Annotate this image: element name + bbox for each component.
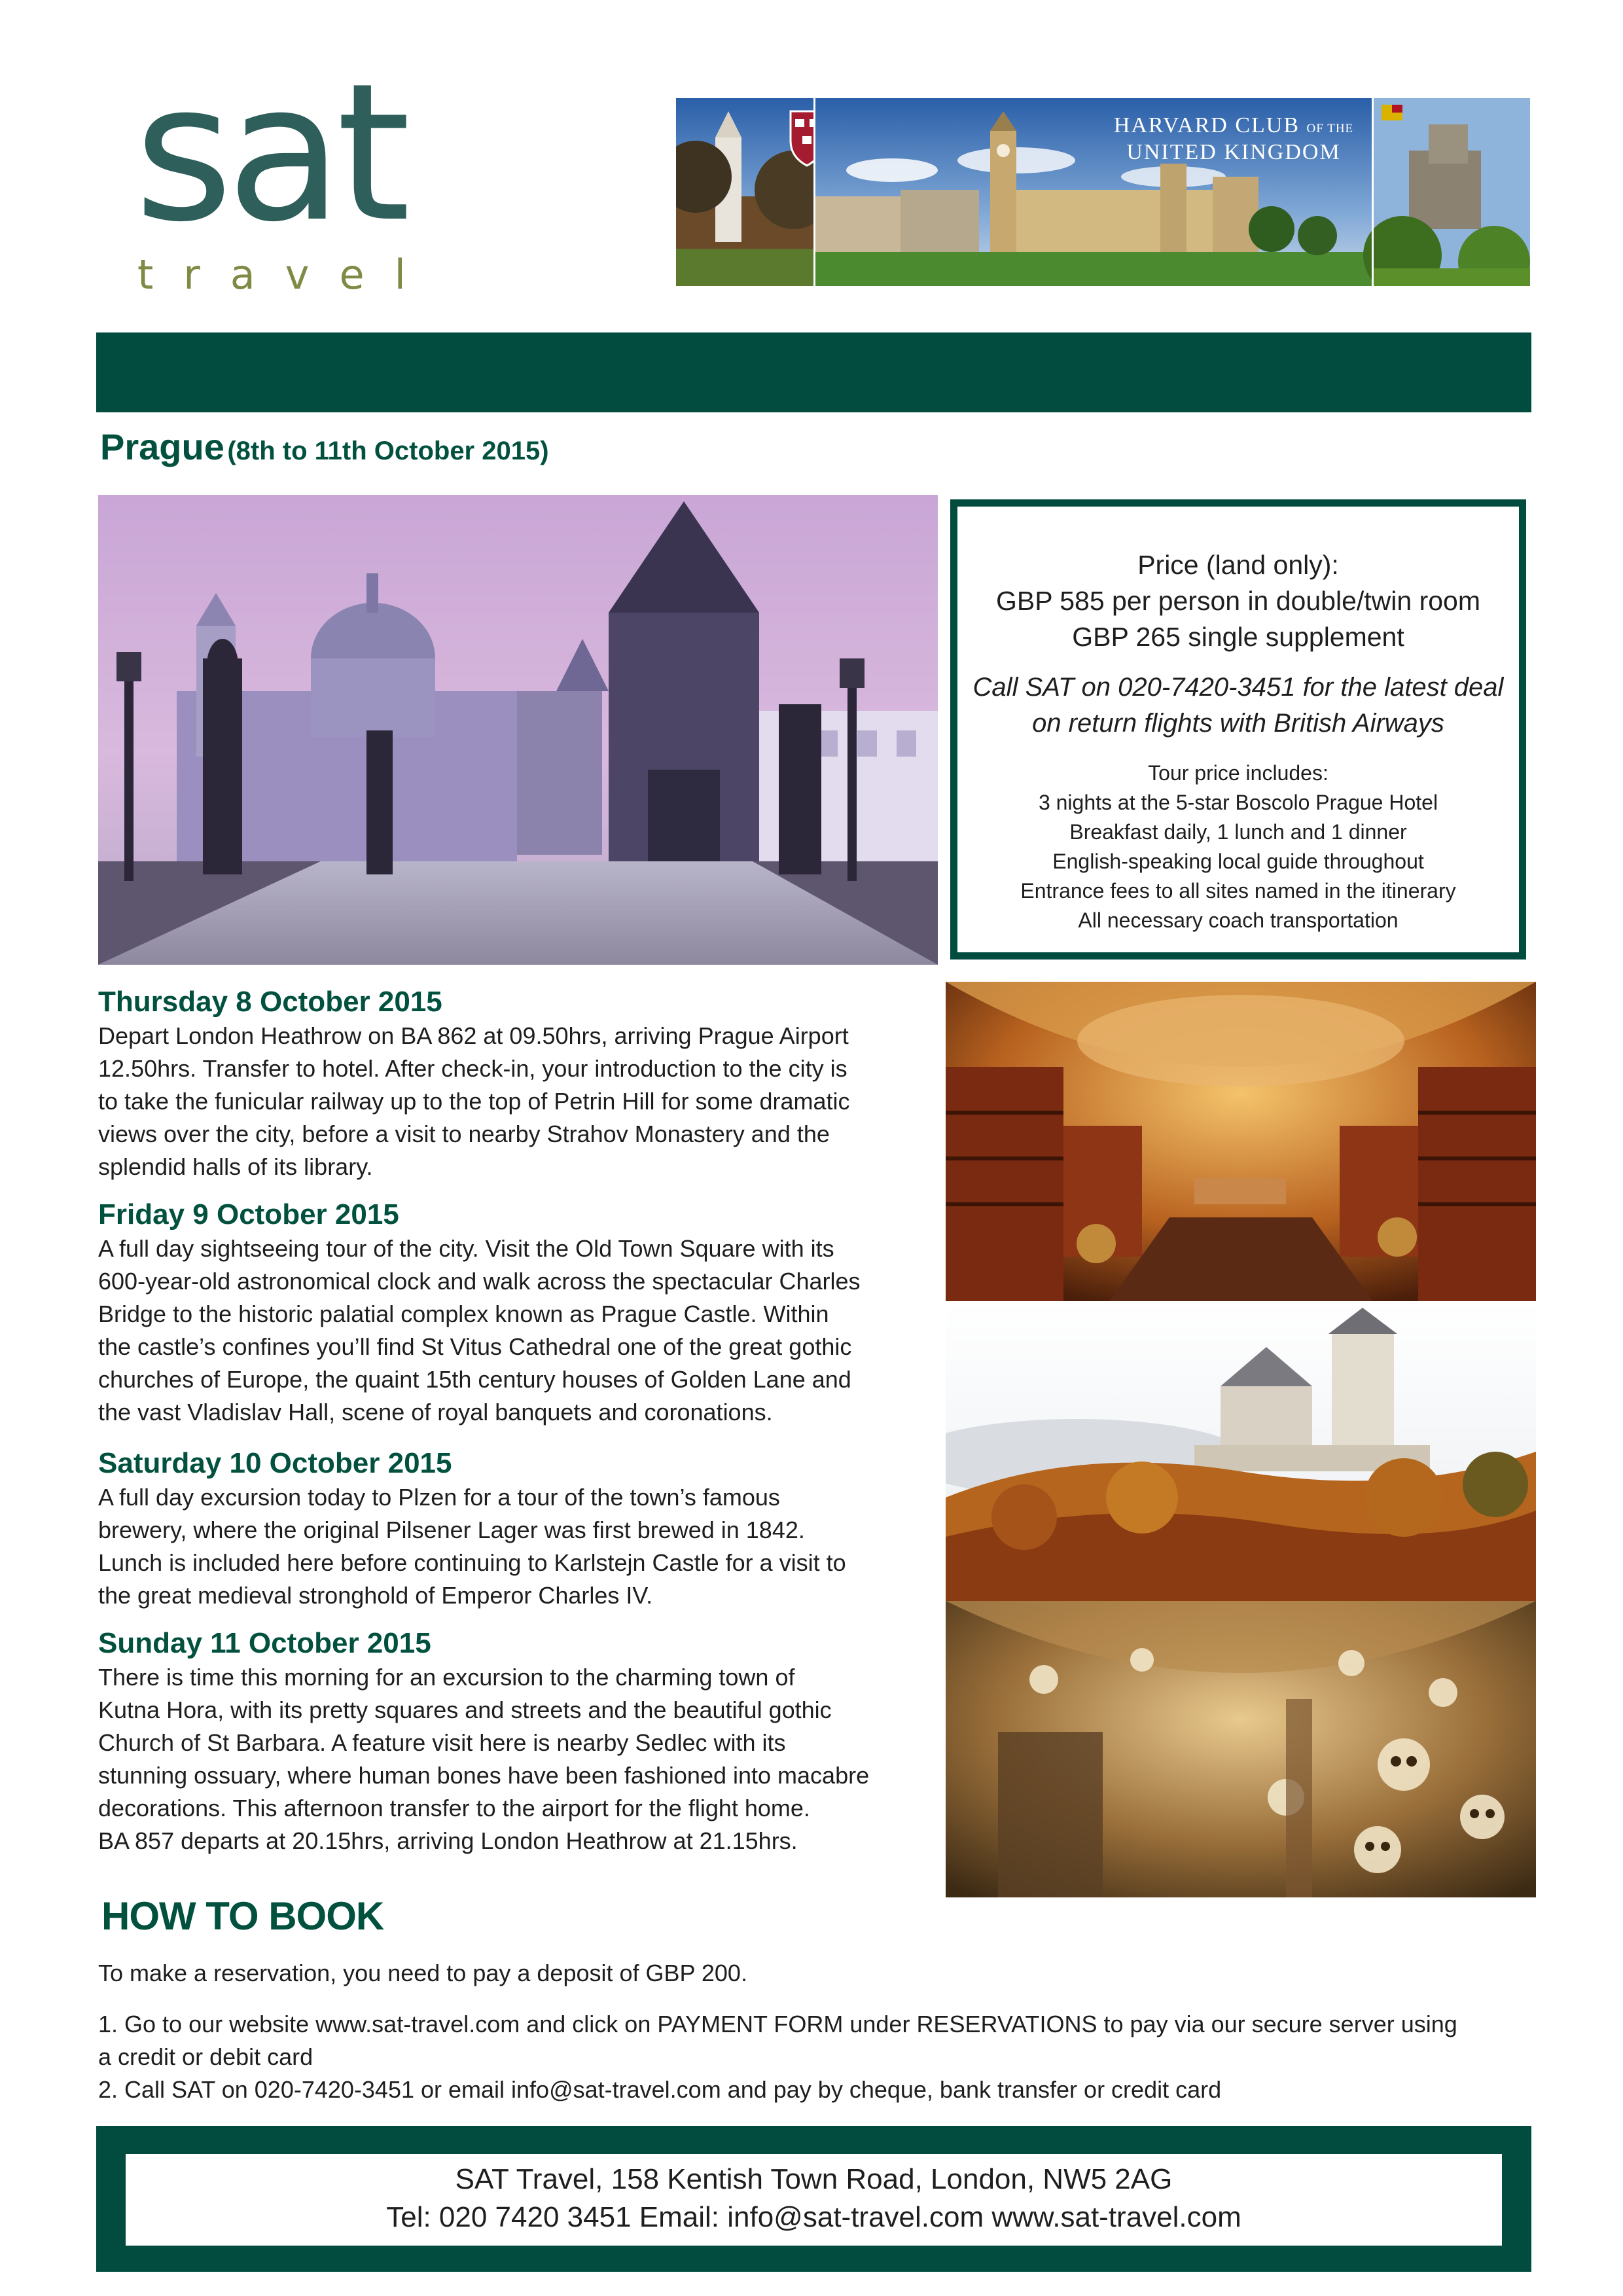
banner-of-the: OF THE (1306, 122, 1354, 135)
itinerary-line: Bridge to the historic palatial complex known as Prague Castle. Within (98, 1300, 829, 1327)
includes-item: All necessary coach transportation (1078, 908, 1399, 932)
itinerary-line: There is time this morning for an excursion to the charming town of (98, 1664, 795, 1691)
price-single: GBP 265 single supplement (1072, 622, 1404, 652)
itinerary-line: Church of St Barbara. A feature visit here is nearby Sedlec with its (98, 1729, 786, 1756)
includes-item: 3 nights at the 5-star Boscolo Prague Hotel (1038, 791, 1438, 814)
itinerary-line: BA 857 departs at 20.15hrs, arriving London Heathrow at 21.15hrs. (98, 1827, 798, 1854)
day-heading-friday: Friday 9 October 2015 (98, 1198, 399, 1230)
itinerary-line: Lunch is included here before continuing to Karlstejn Castle for a visit to (98, 1549, 846, 1576)
day-text-thursday (98, 1020, 942, 1183)
footer-address: SAT Travel, 158 Kentish Town Road, London, NW5 2AG (455, 2163, 1173, 2195)
price-double: GBP 585 per person in double/twin room (996, 586, 1480, 616)
banner-line2: UNITED KINGDOM (1126, 140, 1341, 164)
itinerary-line: 12.50hrs. Transfer to hotel. After check-in, your introduction to the city is (98, 1055, 847, 1082)
itinerary-line: the castle’s confines you’ll find St Vitus Cathedral one of the great gothic (98, 1333, 852, 1360)
day-heading-saturday: Saturday 10 October 2015 (98, 1447, 452, 1479)
how-to-book-intro: To make a reservation, you need to pay a deposit of GBP 200. (98, 1960, 747, 1986)
itinerary-line: the vast Vladislav Hall, scene of royal banquets and coronations. (98, 1399, 773, 1426)
call-sat-line1: Call SAT on 020-7420-3451 for the latest deal (972, 673, 1504, 702)
harvard-club-title (1086, 114, 1381, 164)
itinerary-line: splendid halls of its library. (98, 1153, 373, 1180)
day-text-saturday (98, 1481, 942, 1612)
sedlec-ossuary-photo (946, 1601, 1536, 1897)
title-dates: (8th to 11th October 2015) (227, 437, 549, 465)
includes-item: Breakfast daily, 1 lunch and 1 dinner (1069, 820, 1407, 844)
page-title (100, 425, 951, 478)
banner-line1: HARVARD CLUB (1113, 113, 1300, 137)
footer-contact: Tel: 020 7420 3451 Email: info@sat-travel.com www.sat-travel.com (386, 2201, 1241, 2233)
price-box (950, 499, 1526, 960)
itinerary-line: brewery, where the original Pilsener Lager was first brewed in 1842. (98, 1516, 805, 1543)
how-to-book-heading: HOW TO BOOK (101, 1894, 384, 1938)
itinerary-line: A full day excursion today to Plzen for a tour of the town’s famous (98, 1484, 780, 1511)
itinerary-line: to take the funicular railway up to the top of Petrin Hill for some dramatic (98, 1088, 850, 1115)
itinerary-line: stunning ossuary, where human bones have been fashioned into macabre (98, 1762, 870, 1789)
itinerary-line: views over the city, before a visit to nearby Strahov Monastery and the (98, 1121, 830, 1147)
header-green-bar (96, 332, 1531, 412)
how-to-book-step1: 1. Go to our website www.sat-travel.com and click on PAYMENT FORM under RESERVATIONS to pay via our secure server using (98, 2011, 1457, 2037)
includes-item: English-speaking local guide throughout (1052, 850, 1424, 873)
how-to-book-step1-cont: a credit or debit card (98, 2043, 313, 2070)
includes-heading: Tour price includes: (1148, 761, 1329, 785)
day-heading-sunday: Sunday 11 October 2015 (98, 1627, 431, 1659)
itinerary-line: Depart London Heathrow on BA 862 at 09.50hrs, arriving Prague Airport (98, 1022, 849, 1049)
itinerary-line: A full day sightseeing tour of the city. Visit the Old Town Square with its (98, 1235, 834, 1262)
itinerary-line: decorations. This afternoon transfer to the airport for the flight home. (98, 1795, 810, 1821)
itinerary-line: churches of Europe, the quaint 15th century houses of Golden Lane and (98, 1366, 851, 1393)
day-text-friday (98, 1232, 942, 1429)
how-to-book-step2: 2. Call SAT on 020-7420-3451 or email info@sat-travel.com and pay by cheque, bank transfer or credit card (98, 2076, 1222, 2103)
day-heading-thursday: Thursday 8 October 2015 (98, 986, 442, 1018)
day-text-sunday (98, 1661, 942, 1857)
charles-bridge-photo (98, 495, 938, 965)
karlstejn-castle-photo (946, 1301, 1536, 1601)
travel-logo-text: travel (137, 251, 436, 298)
footer-contact-box (126, 2154, 1502, 2246)
sat-logo: sat (134, 43, 404, 264)
title-city: Prague (100, 426, 224, 467)
itinerary-line: the great medieval stronghold of Emperor Charles IV. (98, 1582, 653, 1609)
includes-item: Entrance fees to all sites named in the itinerary (1020, 879, 1456, 903)
strahov-library-photo (946, 982, 1536, 1301)
itinerary-line: Kutna Hora, with its pretty squares and streets and the beautiful gothic (98, 1696, 832, 1723)
call-sat-line2: on return flights with British Airways (1032, 709, 1444, 738)
price-heading: Price (land only): (1137, 550, 1339, 580)
footer-bar (96, 2126, 1531, 2272)
itinerary-line: 600-year-old astronomical clock and walk across the spectacular Charles (98, 1268, 861, 1295)
